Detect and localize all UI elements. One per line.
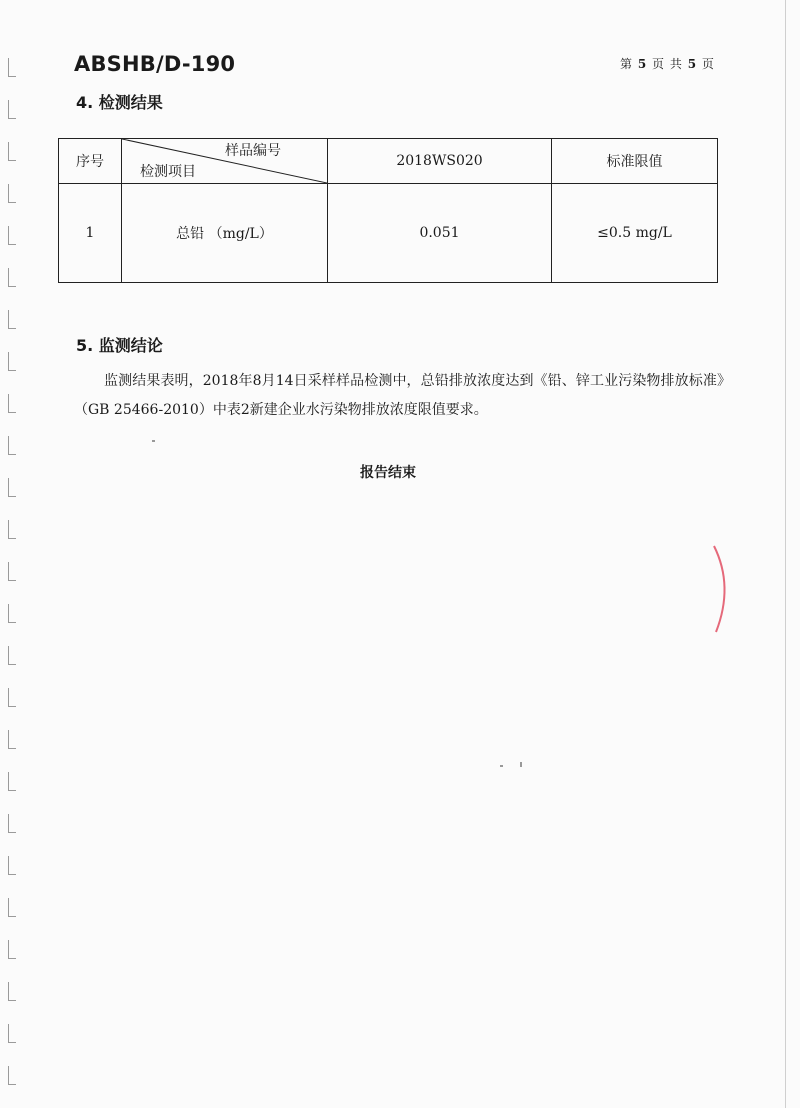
report-end-label: 报告结束 [360, 465, 416, 481]
header-seq: 序号 [59, 139, 122, 184]
header-sample: 2018WS020 [328, 139, 552, 184]
document-code: ABSHB/D-190 [74, 52, 236, 76]
cell-limit: ≤0.5 mg/L [552, 184, 718, 283]
cell-seq: 1 [59, 184, 122, 283]
conclusion-text: 监测结果表明，2018年8月14日采样样品检测中，总铅排放浓度达到《铅、锌工业污染物排放标准》（GB 25466-2010）中表2新建企业水污染物排放浓度限值要求。 [74, 373, 724, 418]
scan-speck [500, 765, 503, 767]
page-edge [785, 0, 786, 1108]
table-row [59, 184, 718, 283]
binding-marks [0, 0, 24, 1108]
cell-value: 0.051 [328, 184, 552, 283]
scan-speck [520, 762, 522, 767]
page-number: 第 5 页 共 5 页 [620, 57, 715, 71]
header-test-item-label: 检测项目 [140, 164, 196, 180]
scan-speck [152, 440, 155, 442]
seal-stamp-icon [700, 540, 740, 640]
header-limit: 标准限值 [552, 139, 718, 184]
results-table [58, 138, 718, 283]
header-sample-id-label: 样品编号 [225, 143, 281, 159]
cell-item: 总铅 （mg/L） [122, 184, 328, 283]
header-diagonal-cell [122, 139, 328, 184]
section-title-results: 4. 检测结果 [76, 93, 163, 112]
section-title-conclusion: 5. 监测结论 [76, 336, 163, 355]
table-header-row [59, 139, 718, 184]
